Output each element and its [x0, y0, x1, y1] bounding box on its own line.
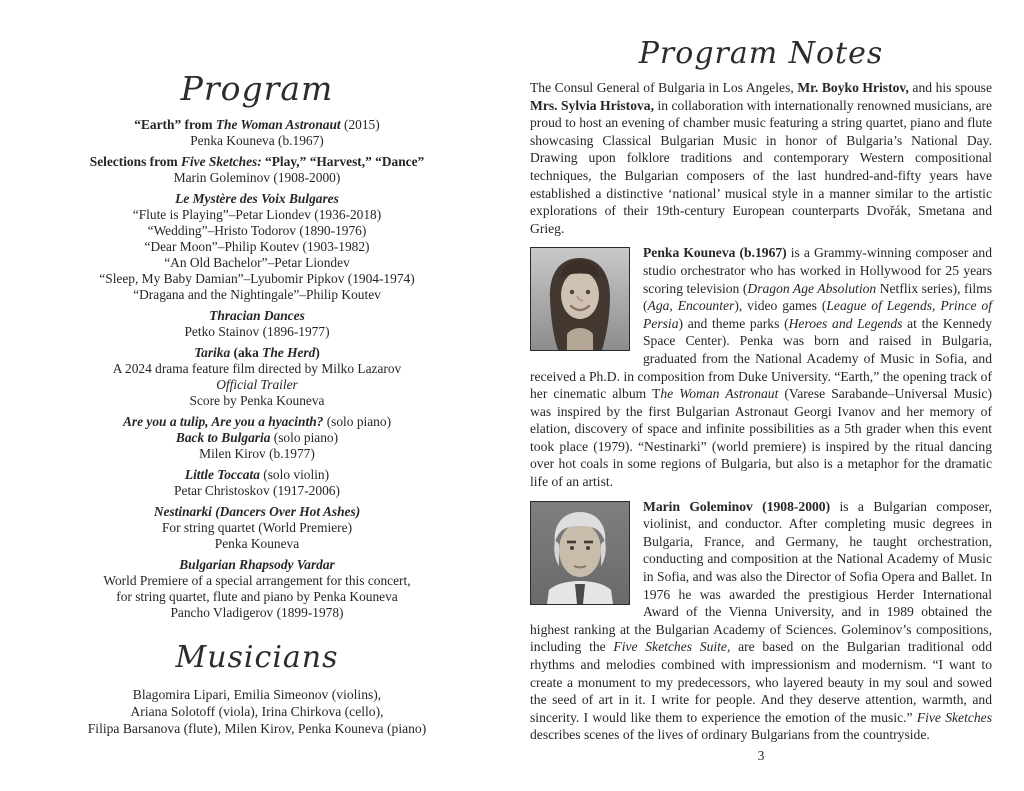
program-line: For string quartet (World Premiere) [161, 520, 353, 535]
program-line: Penka Kouneva (b.1967) [190, 133, 324, 148]
musicians-line: Ariana Solotoff (viola), Irina Chirkova (cello), [130, 704, 384, 719]
program-item [52, 345, 462, 409]
program-line: World Premiere of a special arrangement for this concert, [103, 573, 411, 588]
program-item [52, 154, 462, 186]
program-item [52, 308, 462, 340]
program-line: “Flute is Playing”–Petar Liondev (1936-2018) [132, 207, 382, 222]
musicians-line: Blagomira Lipari, Emilia Simeonov (violins), [132, 687, 382, 702]
program-notes-body [530, 79, 992, 744]
program-line: Official Trailer [216, 377, 298, 392]
musicians-title: Musicians [175, 640, 339, 675]
program-title: Program [180, 69, 334, 108]
program-line: Back to Bulgaria (solo piano) [175, 430, 339, 445]
program-line: Bulgarian Rhapsody Vardar [179, 557, 335, 572]
musicians-line: Filipa Barsanova (flute), Milen Kirov, Penka Kouneva (piano) [87, 721, 427, 736]
program-column [52, 68, 462, 737]
program-line: Little Toccata (solo violin) [184, 467, 330, 482]
program-line: Penka Kouneva [214, 536, 300, 551]
program-line: for string quartet, flute and piano by Penka Kouneva [116, 589, 398, 604]
program-notes-title: Program Notes [638, 36, 884, 71]
page-number: 3 [757, 747, 765, 763]
program-line: Tarika (aka The Herd) [194, 345, 320, 360]
program-line: Petar Christoskov (1917-2006) [174, 483, 340, 498]
paragraph: Marin Goleminov (1908-2000) is a Bulgarian composer, violinist, and conductor. After completing music degrees in Bulgaria, France, and Germany, he taught orchestration, conducting and composition at the National Academy of Music in Sofia, and was also the Director of Sofia Opera and Ballet. In 1976 he was awarded the prestigious Herder International Award of the Vienna University, and in 1989 obtained the highest ranking at the Bulgarian Academy of Sciences. Goleminov’s compositions, including the Five Sketches Suite, are based on the Bulgarian traditional odd rhythms and melodies combined with impressionism and modernism. “I want to create a monument to my predecessors, who layered beauty in my soul and sowed the seed of art in it. I write for people. And they deserve attention, warmth, and sincerity. I would like them to experience the emotion of the music.” Five Sketches describes scenes of the lives of ordinary Bulgarians from the countryside. [530, 498, 993, 743]
program-line: “Dragana and the Nightingale”–Philip Koutev [133, 287, 381, 302]
program-line: Selections from Five Sketches: “Play,” “Harvest,” “Dance” [89, 154, 425, 169]
program-line: Petko Stainov (1896-1977) [184, 324, 330, 339]
paragraph: The Consul General of Bulgaria in Los Angeles, Mr. Boyko Hristov, and his spouse Mrs. Sylvia Hristova, in collaboration with internationally renowned musicians, are proud to host an evening of chamber music featuring a string quartet, piano and flute showcasing Classical Bulgarian Music in honor of Bulgaria’s National Day. Drawing upon folklore traditions and contemporary Western compositional techniques, the Bulgarian composers of the last hundred-and-fifty years have established a distinctive ‘national’ musical style in a manner similar to the artistic explorations of their 19th-century European counterparts Dvořák, Smetana and Grieg. [530, 80, 992, 236]
program-line: “Sleep, My Baby Damian”–Lyubomir Pipkov (1904-1974) [99, 271, 415, 286]
program-line: A 2024 drama feature film directed by Milko Lazarov [112, 361, 402, 376]
program-line: Pancho Vladigerov (1899-1978) [170, 605, 344, 620]
program-line: Marin Goleminov (1908-2000) [173, 170, 341, 185]
program-line: “Earth” from The Woman Astronaut (2015) [134, 117, 380, 132]
program-line: Thracian Dances [209, 308, 305, 323]
program-item [52, 117, 462, 149]
program-item [52, 414, 462, 462]
program-item [52, 191, 462, 303]
program-item [52, 557, 462, 621]
program-line: Milen Kirov (b.1977) [199, 446, 315, 461]
program-line: “An Old Bachelor”–Petar Liondev [164, 255, 350, 270]
program-line: “Dear Moon”–Philip Koutev (1903-1982) [144, 239, 370, 254]
musicians-list [52, 686, 462, 737]
marin-goleminov-photo [530, 501, 630, 605]
penka-kouneva-photo [530, 247, 630, 351]
program-item [52, 504, 462, 552]
program-item [52, 467, 462, 499]
program-line: “Wedding”–Hristo Todorov (1890-1976) [147, 223, 367, 238]
paragraph: Penka Kouneva (b.1967) is a Grammy-winning composer and studio orchestrator who has worked in Hollywood for 25 years scoring television (Dragon Age Absolution Netflix series), films (Aga, Encounter), video games (League of Legends, Prince of Persia) and theme parks (Heroes and Legends at the Kennedy Space Center). Penka was born and raised in Bulgaria, graduated from the National Academy of Music in Sofia, and received a Ph.D. in composition from Duke University. “Earth,” the opening track of her cinematic album The Woman Astronaut (Varese Sarabande–Universal Music) was inspired by the first Bulgarian Astronaut Georgi Ivanov and her memory of elation, discovery of space and infinite possibilities as a 5th grader when this event took place (1979). “Nestinarki” (world premiere) is inspired by the ritual dancing over hot coals in some regions of Bulgaria, but also is a metaphor for the dramatic life of an artist. [530, 245, 993, 490]
program-notes-column [530, 34, 992, 764]
program-line: Are you a tulip, Are you a hyacinth? (solo piano) [122, 414, 392, 429]
program-line: Score by Penka Kouneva [189, 393, 325, 408]
program-line: Nestinarki (Dancers Over Hot Ashes) [153, 504, 361, 519]
program-list [52, 117, 462, 621]
program-line: Le Mystère des Voix Bulgares [175, 191, 339, 206]
